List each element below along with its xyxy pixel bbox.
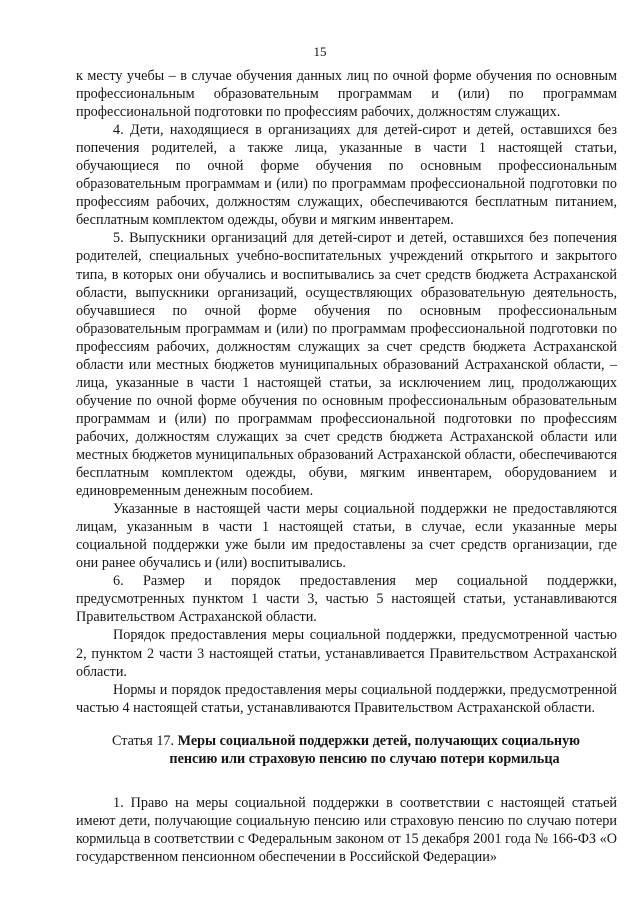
paragraph-item-5: 5. Выпускники организаций для детей-сирот и детей, оставшихся без попечения родителей, специальных учебно-воспитательных учреждений открытого и закрытого типа, в которых они обучались и воспитывались за счет средств бюджета Астраханской области, выпускники организаций, осуществляющих образовательную деятельность, обучавшиеся по очной форме обучения по основным профессиональным образовательным программам и (или) по программам профессиональной подготовки по профессиям рабочих, должностям служащих за счет средств бюджета Астраханской области или местных бюджетов муниципальных образований Астраханской области, – лица, указанные в части 1 настоящей статьи, за исключением лиц, продолжающих обучение по очной форме обучения по основным профессиональным образовательным программам и (или) по программам профессиональной подготовки по профессиям рабочих, должностям служащих за счет средств бюджета Астраханской области или местных бюджетов муниципальных образований Астраханской области, обеспечиваются бесплатным комплектом одежды, обуви, мягким инвентарем, оборудованием и единовременным денежным пособием.: [76, 230, 617, 500]
paragraph-item-5-note: Указанные в настоящей части меры социальной поддержки не предоставляются лицам, указанным в части 1 настоящей статьи, в случае, если указанные меры социальной поддержки уже были им предоставлены за счет средств организации, где они ранее обучались и (или) воспитывались.: [76, 501, 617, 572]
article-number: Статья 17.: [112, 732, 175, 749]
paragraph-item-4: 4. Дети, находящиеся в организациях для детей-сирот и детей, оставшихся без попечения родителей, а также лица, указанные в части 1 настоящей статьи, обучающиеся по очной форме обучения по основным профессиональным образовательным программам и (или) по программам профессиональной подготовки по профессиям рабочих, должностям служащих, обеспечиваются бесплатным питанием, бесплатным комплектом одежды, обуви и мягким инвентарем.: [76, 122, 617, 229]
paragraph-continuation: к месту учебы – в случае обучения данных лиц по очной форме обучения по основным профессиональным образовательным программам и (или) по программам профессиональной подготовки по профессиям рабочих, должностям служащих.: [76, 68, 617, 121]
paragraph-item-6-norms: Нормы и порядок предоставления меры социальной поддержки, предусмотренной частью 4 настоящей статьи, устанавливаются Правительством Астраханской области.: [76, 681, 617, 716]
article-paragraph-1: 1. Право на меры социальной поддержки в соответствии с настоящей статьей имеют дети, получающие социальную пенсию или страховую пенсию по случаю потери кормильца в соответствии с Федеральным законом от 15 декабря 2001 года № 166-ФЗ «О государственном пенсионном обеспечении в Российской Федерации»: [76, 794, 617, 865]
paragraph-item-6-order: Порядок предоставления меры социальной поддержки, предусмотренной частью 2, пунктом 2 части 3 настоящей статьи, устанавливается Правительством Астраханской области.: [76, 627, 617, 680]
paragraph-item-6: 6. Размер и порядок предоставления мер социальной поддержки, предусмотренных пунктом 1 части 3, частью 5 настоящей статьи, устанавливаются Правительством Астраханской области.: [76, 573, 617, 626]
article-title-line2: пенсию или страховую пенсию по случаю потери кормильца: [169, 750, 560, 767]
page-number: 15: [313, 44, 327, 59]
article-title-line1: Меры социальной поддержки детей, получающих социальную: [177, 732, 581, 749]
article-heading: [76, 732, 617, 768]
page-body: [76, 67, 617, 866]
